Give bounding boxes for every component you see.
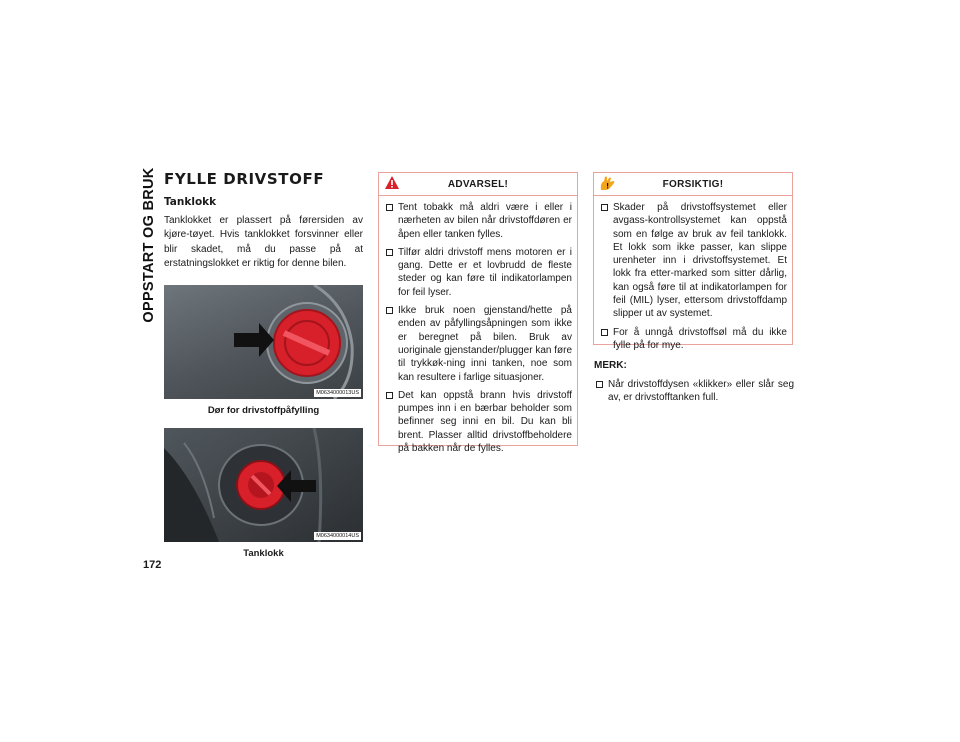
fuel-door-photo [164, 285, 363, 399]
bullet-square-icon [386, 307, 393, 314]
figure-caption: Tanklokk [243, 548, 284, 559]
bullet-square-icon [601, 204, 608, 211]
left-column [164, 170, 363, 272]
caution-item: For å unngå drivstoffsøl må du ikke fylle på for mye. [599, 326, 787, 353]
bullet-square-icon [386, 204, 393, 211]
note-item: Når drivstoffdysen «klikker» eller slår seg av, er drivstofftanken full. [594, 378, 794, 405]
intro-paragraph: Tanklokket er plassert på førersiden av kjøre-tøyet. Hvis tanklokket forsvinner eller blir skadet, må du passe på at erstatningslokket er riktig for denne bilen. [164, 215, 363, 270]
note-label: MERK: [594, 360, 627, 371]
warning-box [378, 172, 578, 455]
note-list [594, 378, 794, 410]
fuel-cap-photo [164, 428, 363, 542]
fuel-cap-illustration [164, 428, 363, 542]
page-number: 172 [143, 559, 162, 571]
section-title: FYLLE DRIVSTOFF [164, 170, 325, 188]
caution-header [594, 173, 792, 196]
bullet-square-icon [386, 249, 393, 256]
bullet-square-icon [601, 329, 608, 336]
subheading: Tanklokk [164, 196, 217, 208]
chapter-title: OPPSTART OG BRUK [141, 166, 157, 323]
caution-title: FORSIKTIG! [662, 179, 724, 190]
caution-box [593, 172, 793, 351]
warning-title: ADVARSEL! [447, 179, 509, 190]
warning-item: Ikke bruk noen gjenstand/hette på enden av påfyllingsåpningen som ikke er beregnet på bilen. Bruk av uoriginale gjenstander/plugger kan føre til trykkøk-ning inni tanken, noe som kan resultere i farlige situasjoner. [384, 304, 572, 384]
bullet-square-icon [386, 392, 393, 399]
figure-code: M0634000013US [316, 390, 359, 396]
bullet-square-icon [596, 381, 603, 388]
fuel-door-illustration [164, 285, 363, 399]
figure-caption: Dør for drivstoffpåfylling [207, 405, 320, 416]
warning-header [379, 173, 577, 196]
warning-item: Tilfør aldri drivstoff mens motoren er i gang. Dette er et lovbrudd de fleste steder og kan føre til indikatorlampen for feil lyser. [384, 246, 572, 299]
warning-item: Det kan oppstå brann hvis drivstoff pumpes inn i en bærbar beholder som befinner seg inni en bil. Du kan bli brent. Plasser alltid drivstoffbeholdere på bakken når de fylles. [384, 389, 572, 455]
caution-item: Skader på drivstoffsystemet eller avgass-kontrollsystemet kan oppstå som en følge av bruk av feil tanklokk. Et lokk som ikke passer, kan slippe urenheter inn i drivstoffsystemet. Et lokk fra etter-marked som sitter dårlig, kan også føre til at indikatorlampen for feil (MIL) lyser, ettersom drivstoffdamp slipper ut av systemet. [599, 201, 787, 321]
chapter-side-tab [138, 166, 160, 323]
warning-item: Tent tobakk må aldri være i eller i nærheten av bilen når drivstoffdøren er åpen eller tanken fylles. [384, 201, 572, 241]
figure-code: M0634000014US [316, 533, 359, 539]
